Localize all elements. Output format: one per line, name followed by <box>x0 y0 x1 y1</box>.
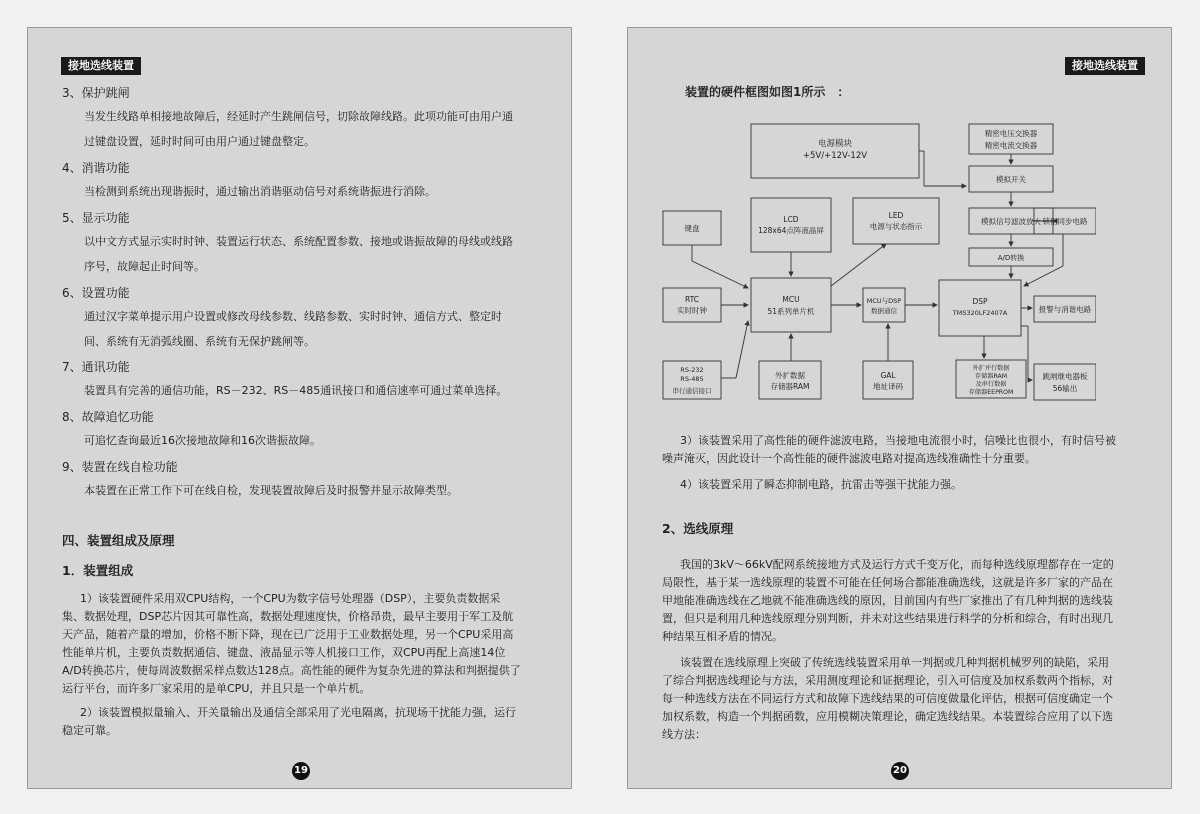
rtc-box <box>663 288 721 322</box>
item-heading: 6、设置功能 <box>62 286 130 300</box>
filter-amp-label: 模拟信号滤波放大 <box>981 217 1041 226</box>
analog-switch-label: 模拟开关 <box>996 175 1026 184</box>
para-line: 天产品，随着产量的增加，价格不断下降，现在已广泛用于工业数据处理，另一个CPU采用高 <box>62 628 514 641</box>
right-page <box>627 27 1172 789</box>
dsp-mem-label-1: 外扩并行数据 <box>972 365 1010 372</box>
mcu-dsp-box <box>863 288 905 322</box>
header-tag: 接地选线装置 <box>61 57 141 75</box>
gal-label-2: 地址译码 <box>873 382 903 391</box>
para-line: 线方法： <box>662 728 706 741</box>
transformer-label-2: 精密电流交换器 <box>984 141 1038 150</box>
item-text: 通过汉字菜单提示用户设置或修改母线参数、线路参数、实时时钟、通信方式、整定时 <box>84 310 502 323</box>
item-text: 本装置在正常工作下可在线自检，发现装置故障后及时报警并显示故障类型。 <box>84 484 458 497</box>
rs-label-3: 串行通信接口 <box>672 387 712 395</box>
dsp-mem-label-2: 存储器RAM <box>974 373 1008 380</box>
para-line: 每一种选线方法在不同运行方式和故障下选线结果的可信度做量化评估，根据可信度确定一个 <box>662 692 1113 705</box>
mcu-box <box>751 278 831 332</box>
rtc-label-1: RTC <box>684 295 700 304</box>
rtc-label-2: 实时时钟 <box>677 306 707 315</box>
page-number: 20 <box>891 762 909 780</box>
item-text: 间、系统有无消弧线圈、系统有无保护跳闸等。 <box>84 335 315 348</box>
mcu-label-2: 51系列单片机 <box>767 307 815 316</box>
para-line: A/D转换芯片，使每周波数据采样点数达128点。高性能的硬件为复杂先进的算法和判据提供了 <box>62 664 521 677</box>
item-text: 序号，故障起止时间等。 <box>84 260 205 273</box>
para-line: 种结果互相矛盾的情况。 <box>662 630 783 643</box>
lcd-label-2: 128x64点阵液晶屏 <box>758 226 824 235</box>
power-label-2: +5V/+12V-12V <box>802 151 868 161</box>
dsp-box <box>939 280 1021 336</box>
trip-label-1: 跳闸继电器板 <box>1042 372 1088 381</box>
item-heading: 3、保护跳闸 <box>62 86 130 100</box>
lcd-label-1: LCD <box>783 215 799 224</box>
transformer-label-1: 精密电压交换器 <box>984 129 1038 138</box>
para-line: 集、数据处理，DSP芯片因其可靠性高，数据处理速度快，价格昂贵，最早主要用于军工及航 <box>62 610 514 623</box>
para-line: 置，但只是利用几种选线原理分别判断，并未对这些结果进行科学的分析和综合，有时出现几 <box>662 612 1113 625</box>
item-text: 当发生线路单相接地故障后，经延时产生跳闸信号，切除故障线路。此项功能可由用户通 <box>84 110 513 123</box>
dsp-label-1: DSP <box>972 297 988 306</box>
ext-ram-label-1: 外扩数据 <box>775 371 805 380</box>
para-line: 局限性，基于某一选线原理的装置不可能在任何场合都能准确选线，这就是许多厂家的产品在 <box>662 576 1113 589</box>
para-line: 噪声淹灭，因此设计一个高性能的硬件滤波电路对提高选线准确性十分重要。 <box>662 452 1036 465</box>
item-text: 过键盘设置，延时时间可由用户通过键盘整定。 <box>84 135 315 148</box>
section-title: 四、装置组成及原理 <box>62 533 175 548</box>
left-page <box>27 27 572 789</box>
mcu-label-1: MCU <box>782 295 800 304</box>
para-line: 3）该装置采用了高性能的硬件滤波电路，当接地电流很小时，信噪比也很小，有时信号被 <box>680 434 1116 447</box>
para-line: 该装置在选线原理上突破了传统选线装置采用单一判据或几种判据机械罗列的缺陷，采用 <box>680 656 1109 669</box>
led-label-2: 电源与状态指示 <box>869 222 923 231</box>
power-label-1: 电源模块 <box>817 139 853 149</box>
led-label-1: LED <box>888 211 904 220</box>
para-line: 了综合判据选线理论与方法，采用测度理论和证据理论，引入可信度及加权系数两个指标，对 <box>662 674 1113 687</box>
para-line: 性能单片机，主要负责数据通信、键盘、液晶显示等人机接口工作，双CPU再配上高速14位 <box>62 646 506 659</box>
header-tag: 接地选线装置 <box>1065 57 1145 75</box>
para-line: 加权系数，构造一个判据函数，应用模糊决策理论，确定选线结果。本装置综合应用了以下选 <box>662 710 1113 723</box>
para-line: 我国的3kV～66kV配网系统接地方式及运行方式千变万化，而每种选线原理都存在一定的 <box>680 558 1114 571</box>
mcu-dsp-label-1: MCU与DSP <box>866 297 902 305</box>
gal-label-1: GAL <box>880 371 896 380</box>
item-heading: 9、装置在线自检功能 <box>62 460 178 474</box>
dsp-mem-label-3: 及串行数据 <box>975 381 1007 388</box>
para-line: 运行平台，而许多厂家采用的是单CPU，并且只是一个单片机。 <box>62 682 371 695</box>
item-text: 可追忆查询最近16次接地故障和16次谐振故障。 <box>84 434 321 447</box>
para-line: 稳定可靠。 <box>62 724 117 737</box>
led-box <box>853 198 939 244</box>
gal-box <box>863 361 913 399</box>
trip-label-2: 56输出 <box>1052 384 1078 393</box>
figure-title: 装置的硬件框图如图1所示 ： <box>685 85 850 99</box>
adc-label: A/D转换 <box>997 254 1025 262</box>
dsp-label-2: TMS320LF2407A <box>952 309 1008 317</box>
item-heading: 7、通讯功能 <box>62 360 130 374</box>
ext-ram-label-2: 存储器RAM <box>770 382 810 391</box>
item-text: 装置具有完善的通信功能，RS－232、RS－485通讯接口和通信速率可通过菜单选择。 <box>84 384 508 397</box>
item-text: 当检测到系统出现谐振时，通过输出消谐驱动信号对系统谐振进行消除。 <box>84 185 436 198</box>
sub-title: 2、选线原理 <box>662 521 734 536</box>
item-heading: 4、消谐功能 <box>62 161 130 175</box>
sub-title: 1．装置组成 <box>62 563 134 578</box>
ext-ram-box <box>759 361 821 399</box>
page-number: 19 <box>292 762 310 780</box>
rs-label-2: RS-485 <box>680 375 704 383</box>
para-line: 1）该装置硬件采用双CPU结构，一个CPU为数字信号处理器（DSP），主要负责数据采 <box>80 592 501 605</box>
trip-box <box>1034 364 1096 400</box>
para-line: 4）该装置采用了瞬态抑制电路，抗雷击等强干扰能力强。 <box>680 478 962 491</box>
keyboard-label: 键盘 <box>684 224 700 233</box>
item-heading: 8、故障追忆功能 <box>62 410 154 424</box>
item-heading: 5、显示功能 <box>62 211 130 225</box>
lcd-box <box>751 198 831 252</box>
hardware-block-diagram <box>656 116 1096 406</box>
alarm-label: 报警与消谐电路 <box>1038 305 1092 314</box>
freq-sync-label: 锁相同步电路 <box>1042 217 1088 226</box>
para-line: 2）该装置模拟量输入、开关量输出及通信全部采用了光电隔离，抗现场干扰能力强，运行 <box>80 706 516 719</box>
rs-label-1: RS-232 <box>680 366 704 374</box>
para-line: 甲地能准确选线在乙地就不能准确选线的原因，目前国内有些厂家推出了有几种判据的选线装 <box>662 594 1113 607</box>
dsp-mem-label-4: 存储器EEPROM <box>968 389 1014 396</box>
item-text: 以中文方式显示实时时钟、装置运行状态、系统配置参数、接地或谐振故障的母线或线路 <box>84 235 513 248</box>
mcu-dsp-label-2: 数据通信 <box>871 307 897 315</box>
